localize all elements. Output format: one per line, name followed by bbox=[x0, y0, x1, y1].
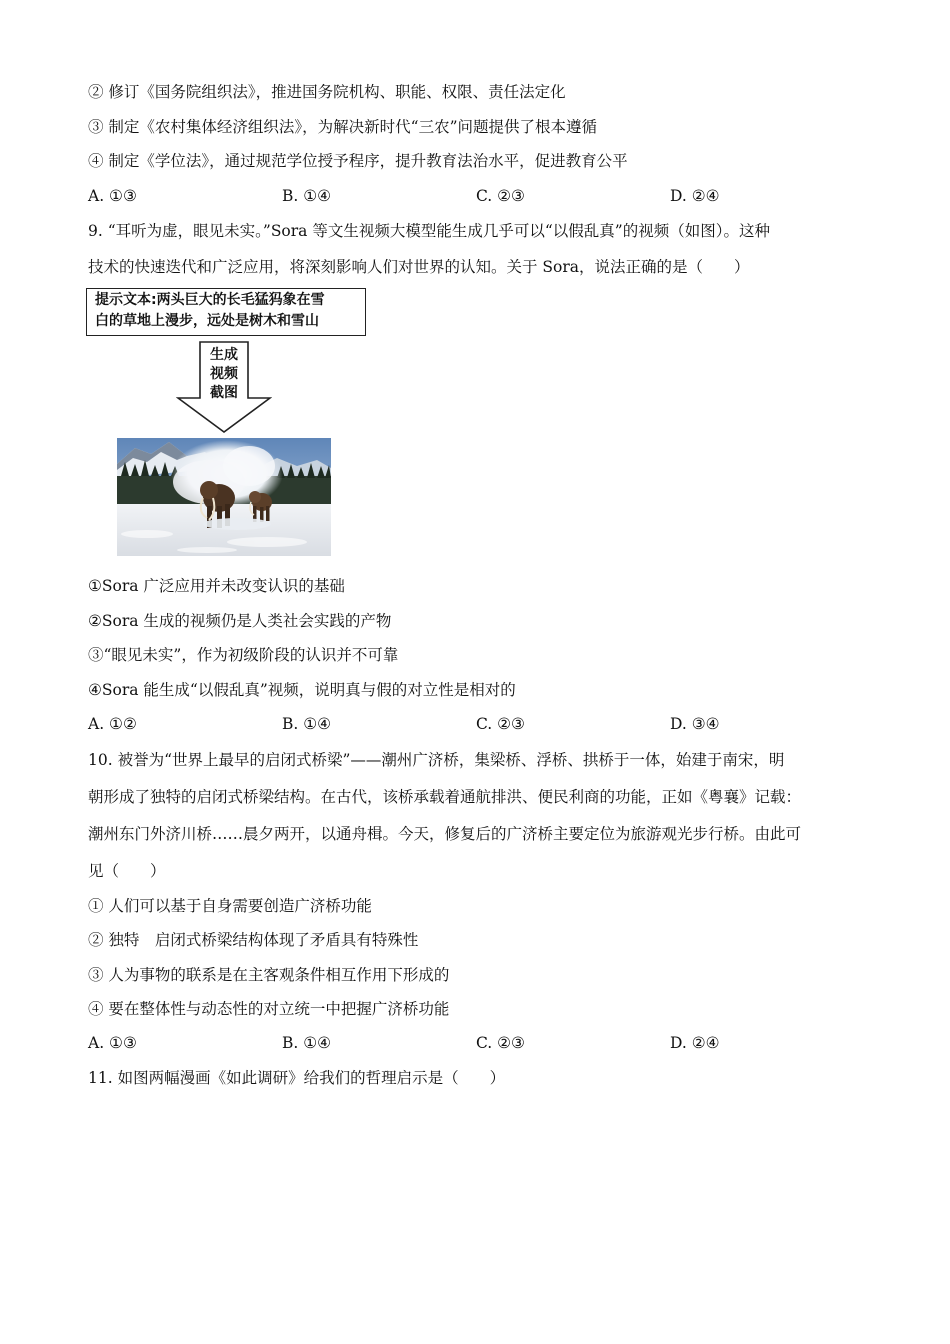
q9-generate-arrow bbox=[176, 340, 272, 434]
q10-stem-line-4: 见（ ） bbox=[88, 862, 166, 880]
q9-stem-line-1: 9. “耳听为虚，眼见未实。”Sora 等文生视频大模型能生成几乎可以“以假乱真”的视频（如图）。这种 bbox=[88, 222, 770, 240]
q10-option-4: ④ 要在整体性与动态性的对立统一中把握广济桥功能 bbox=[88, 1000, 450, 1018]
q9-arrow-label-line-2: 视频 bbox=[210, 366, 238, 382]
q9-answer-a[interactable]: A. ①② bbox=[88, 715, 137, 733]
q9-option-4: ④Sora 能生成“以假乱真”视频，说明真与假的对立性是相对的 bbox=[88, 681, 516, 699]
q9-option-2: ②Sora 生成的视频仍是人类社会实践的产物 bbox=[88, 612, 392, 630]
q9-answer-b[interactable]: B. ①④ bbox=[282, 715, 332, 733]
q8-answer-a[interactable]: A. ①③ bbox=[88, 187, 137, 205]
q9-option-3: ③“眼见未实”，作为初级阶段的认识并不可靠 bbox=[88, 646, 399, 664]
q9-answer-d[interactable]: D. ③④ bbox=[670, 715, 720, 733]
q10-stem-line-1: 10. 被誉为“世界上最早的启闭式桥梁”——潮州广济桥，集梁桥、浮桥、拱桥于一体，始建于南宋，明 bbox=[88, 751, 785, 769]
q8-answer-d[interactable]: D. ②④ bbox=[670, 187, 720, 205]
q10-answer-d[interactable]: D. ②④ bbox=[670, 1034, 720, 1052]
q10-option-1: ① 人们可以基于自身需要创造广济桥功能 bbox=[88, 897, 372, 915]
q9-option-1: ①Sora 广泛应用并未改变认识的基础 bbox=[88, 577, 345, 595]
q9-answer-c[interactable]: C. ②③ bbox=[476, 715, 525, 733]
q8-option-4: ④ 制定《学位法》，通过规范学位授予程序，提升教育法治水平，促进教育公平 bbox=[88, 152, 628, 170]
q8-answer-choices bbox=[88, 186, 848, 206]
q8-answer-b[interactable]: B. ①④ bbox=[282, 187, 332, 205]
q9-arrow-label-line-1: 生成 bbox=[210, 347, 238, 363]
q8-option-3: ③ 制定《农村集体经济组织法》，为解决新时代“三农”问题提供了根本遵循 bbox=[88, 118, 598, 136]
q9-arrow-label bbox=[176, 346, 272, 403]
q9-arrow-label-line-3: 截图 bbox=[210, 385, 238, 401]
q9-stem-line-2: 技术的快速迭代和广泛应用，将深刻影响人们对世界的认知。关于 Sora，说法正确的是（ ） bbox=[88, 258, 750, 276]
q10-option-2: ② 独特 启闭式桥梁结构体现了矛盾具有特殊性 bbox=[88, 931, 419, 949]
q9-prompt-line-2: 白的草地上漫步，远处是树木和雪山 bbox=[95, 313, 319, 329]
q10-answer-c[interactable]: C. ②③ bbox=[476, 1034, 525, 1052]
q9-prompt-text-box bbox=[86, 288, 366, 336]
q10-answer-b[interactable]: B. ①④ bbox=[282, 1034, 332, 1052]
q8-option-2: ② 修订《国务院组织法》，推进国务院机构、职能、权限、责任法定化 bbox=[88, 83, 566, 101]
mammoth-video-screenshot bbox=[117, 438, 331, 556]
q10-answer-choices bbox=[88, 1033, 848, 1053]
q8-answer-c[interactable]: C. ②③ bbox=[476, 187, 525, 205]
q10-stem-line-2: 朝形成了独特的启闭式桥梁结构。在古代，该桥承载着通航排洪、便民利商的功能，正如《粤襄》记载： bbox=[88, 788, 802, 806]
q9-prompt-line-1: 提示文本:两头巨大的长毛猛犸象在雪 bbox=[95, 292, 325, 308]
q10-stem-line-3: 潮州东门外济川桥……晨夕两开，以通舟楫。今天，修复后的广济桥主要定位为旅游观光步行桥。由此可 bbox=[88, 825, 802, 843]
q10-option-3: ③ 人为事物的联系是在主客观条件相互作用下形成的 bbox=[88, 966, 450, 984]
q9-answer-choices bbox=[88, 714, 848, 734]
q10-answer-a[interactable]: A. ①③ bbox=[88, 1034, 137, 1052]
q11-stem: 11. 如图两幅漫画《如此调研》给我们的哲理启示是（ ） bbox=[88, 1069, 506, 1087]
